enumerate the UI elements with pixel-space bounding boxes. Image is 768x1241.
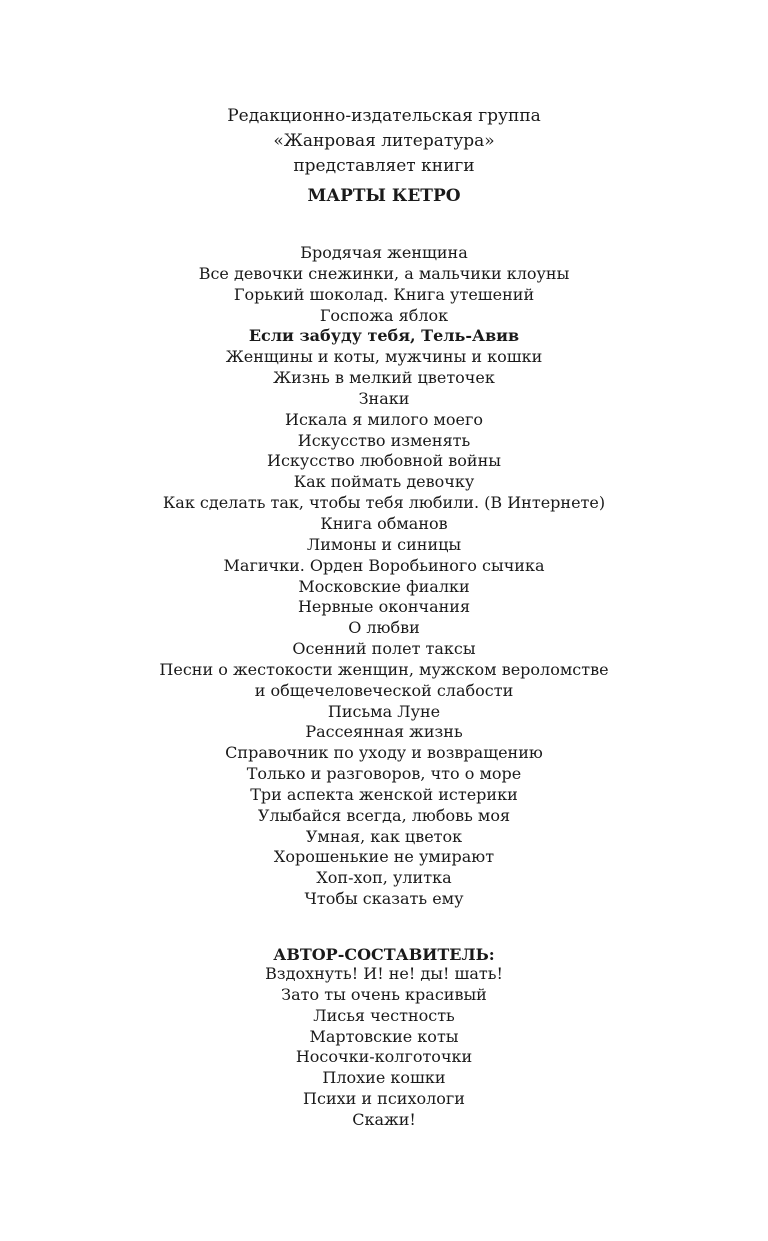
- book-title: Осенний полет таксы: [292, 639, 476, 659]
- book-title: Бродячая женщина: [300, 243, 468, 262]
- book-title: и общечеловеческой слабости: [254, 680, 514, 700]
- publisher-line-2: «Жанровая литература»: [273, 131, 495, 151]
- book-title: Искусство изменять: [297, 430, 471, 450]
- book-title: Как сделать так, чтобы тебя любили. (В Интернете): [162, 493, 606, 513]
- book-title: О любви: [348, 618, 420, 638]
- book-title: Все девочки снежинки, а мальчики клоуны: [198, 263, 570, 283]
- books-list: [0, 243, 768, 910]
- book-title: Знаки: [358, 388, 410, 408]
- book-title: Московские фиалки: [298, 576, 470, 596]
- compiler-book-title: Лисья честность: [313, 1005, 455, 1025]
- compiler-heading: АВТОР-СОСТАВИТЕЛЬ:: [273, 945, 495, 964]
- book-title: Женщины и коты, мужчины и кошки: [225, 347, 543, 367]
- book-title: Искала я милого моего: [285, 409, 483, 429]
- compiler-book-title: Плохие кошки: [322, 1068, 446, 1088]
- compiler-book-title: Зато ты очень красивый: [281, 984, 487, 1004]
- book-title: Рассеянная жизнь: [305, 722, 463, 742]
- book-title: Если забуду тебя, Тель-Авив: [248, 326, 520, 346]
- book-title: Умная, как цветок: [305, 826, 463, 846]
- book-title: Только и разговоров, что о море: [246, 764, 522, 784]
- book-title: Чтобы сказать ему: [304, 889, 464, 909]
- publisher-line-1: Редакционно-издательская группа: [227, 106, 541, 126]
- book-title: Улыбайся всегда, любовь моя: [257, 805, 511, 825]
- book-title: Письма Луне: [327, 701, 441, 721]
- book-title: Хоп-хоп, улитка: [316, 868, 452, 888]
- book-title: Жизнь в мелкий цветочек: [273, 368, 495, 388]
- book-title: Как поймать девочку: [293, 472, 475, 492]
- book-title: Искусство любовной войны: [267, 451, 501, 471]
- compiler-book-title: Вздохнуть! И! не! ды! шать!: [265, 964, 503, 983]
- book-title: Госпожа яблок: [319, 305, 449, 325]
- compiler-book-title: Скажи!: [352, 1109, 416, 1129]
- book-title: Справочник по уходу и возвращению: [225, 743, 543, 763]
- book-title: Горький шоколад. Книга утешений: [233, 284, 535, 304]
- book-title: Нервные окончания: [297, 597, 471, 617]
- book-title: Три аспекта женской истерики: [250, 784, 518, 804]
- book-title: Хорошенькие не умирают: [273, 847, 495, 867]
- book-title: Лимоны и синицы: [306, 534, 462, 554]
- book-title: Книга обманов: [320, 513, 448, 533]
- compiler-book-title: Мартовские коты: [309, 1026, 459, 1046]
- compiler-book-title: Психи и психологи: [303, 1089, 465, 1109]
- publisher-line-3: представляет книги: [293, 156, 475, 176]
- book-title: Магички. Орден Воробьиного сычика: [223, 555, 545, 575]
- author-heading: МАРТЫ КЕТРО: [307, 186, 461, 206]
- compiler-books-list: [0, 964, 768, 1131]
- compiler-book-title: Носочки-колготочки: [295, 1047, 473, 1067]
- book-title: Песни о жестокости женщин, мужском вероломстве: [159, 659, 609, 679]
- publisher-block: [0, 104, 768, 179]
